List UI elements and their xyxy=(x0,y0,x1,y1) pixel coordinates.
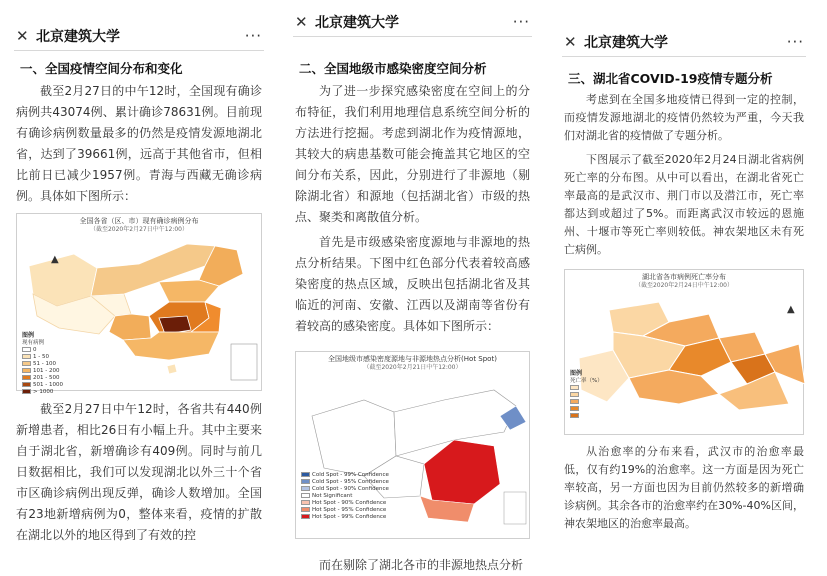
hubei-mortality-map-figure xyxy=(564,269,804,435)
legend-item: Cold Spot - 90% Confidence xyxy=(301,486,389,493)
hubei-map xyxy=(569,292,809,432)
section-heading: 二、全国地级市感染密度空间分析 xyxy=(299,61,487,76)
article-panel-1 xyxy=(8,22,270,542)
article-body xyxy=(287,59,538,576)
title-bar xyxy=(556,28,812,56)
china-case-map-figure xyxy=(16,213,262,395)
paragraph: 截至2月27日的中午12时，全国现有确诊病例共43074例、累计确诊78631例。目前现有确诊病例数量最多的仍然是疫情发源地湖北省，达到了39661例，远高于其他省市，但相比前日已减少1957例。青海与西藏无确诊病例。具体如下图所示： xyxy=(16,84,262,203)
figure-subtitle: （截至2020年2月24日中午12:00） xyxy=(634,282,733,289)
legend-item: 51 - 100 xyxy=(22,361,63,368)
south-sea-inset xyxy=(504,492,526,524)
legend-title: 图例 xyxy=(22,332,35,339)
account-title: 北京建筑大学 xyxy=(36,29,120,45)
more-icon[interactable]: ··· xyxy=(244,27,262,45)
hotspot-99-region xyxy=(424,440,500,504)
figure-title: 全国各省（区、市）现有确诊病例分布 xyxy=(79,217,199,225)
hotspot-map-figure xyxy=(295,351,530,539)
legend-item: 501 - 1000 xyxy=(22,382,63,389)
divider xyxy=(14,50,264,51)
legend-item: Cold Spot - 95% Confidence xyxy=(301,479,389,486)
paragraph: 截至2月27日中午12时，各省共有440例新增患者，相比26日有小幅上升。其中主要来自于湖北省，新增确诊有409例。同时与前几日数据相比，我们可以发现湖北以外三十个省市区确诊病例出现反弹，确诊人数增加。全国有23地新增病例为0，整体来看，疫情的扩散在湖北以外的地区得到了有效的控 xyxy=(16,402,262,542)
map-region-hainan xyxy=(167,364,177,374)
figure-title: 湖北省各市病例死亡率分布 xyxy=(642,273,726,281)
title-bar xyxy=(8,22,270,50)
paragraph: 首先是市级感染密度源地与非源地的热点分析结果。下图中红色部分代表着较高感染密度的热点区域，反映出包括湖北省及其临近的河南、安徽、江西以及湖南等省份有着较高的感染密度。具体如下图所示： xyxy=(295,235,530,333)
legend-item: 201 - 500 xyxy=(22,375,63,382)
legend-item: Hot Spot - 90% Confidence xyxy=(301,500,389,507)
figure-subtitle: （截至2020年2月21日中午12:00） xyxy=(363,364,462,371)
more-icon[interactable]: ··· xyxy=(786,33,804,51)
legend-subtitle: 现有病例 xyxy=(22,340,45,346)
divider xyxy=(293,36,532,37)
map-region-jingzhou xyxy=(629,370,719,404)
article-body xyxy=(556,69,812,533)
legend-item: > 1000 xyxy=(22,389,63,396)
close-icon[interactable]: ✕ xyxy=(564,33,577,51)
legend-title: 图例 xyxy=(570,370,583,377)
legend-item: Cold Spot - 99% Confidence xyxy=(301,472,389,479)
map-region-north xyxy=(159,280,219,302)
section-heading: 三、湖北省COVID-19疫情专题分析 xyxy=(568,71,773,86)
article-panel-2 xyxy=(287,8,538,572)
north-arrow-icon: ▲ xyxy=(787,304,795,315)
south-sea-inset xyxy=(231,344,257,380)
account-title: 北京建筑大学 xyxy=(584,35,668,51)
legend-item: Hot Spot - 95% Confidence xyxy=(301,507,389,514)
figure-title: 全国地级市感染密度源地与非源地热点分析(Hot Spot) xyxy=(328,355,497,363)
more-icon[interactable]: ··· xyxy=(512,13,530,31)
divider xyxy=(562,56,806,57)
title-bar xyxy=(287,8,538,36)
paragraph: 考虑到在全国多地疫情已得到一定的控制，而疫情发源地湖北的疫情仍然较为严重，今天我们对湖北省的疫情做了专题分析。 xyxy=(564,93,804,142)
legend-item: 1 - 50 xyxy=(22,354,63,361)
paragraph: 下图展示了截至2020年2月24日湖北省病例死亡率的分布图。从中可以看出，在湖北省死亡率最高的是武汉市、荆门市以及潜江市，死亡率都达到或超过了5%。而距离武汉市较远的恩施州、十堰市等死亡率则较低。神农架地区未有死亡病例。 xyxy=(564,153,804,256)
paragraph: 为了进一步探究感染密度在空间上的分布特征，我们利用地理信息系统空间分析的方法进行挖掘。考虑到湖北作为疫情源地，其较大的病患基数可能会掩盖其它地区的空间分布关系，因此，分别进行了非源地（剔除湖北省）和源地（包括湖北省）市级的热点、聚类和离散值分析。 xyxy=(295,84,530,224)
map-legend xyxy=(22,332,63,396)
map-region-sichuan xyxy=(109,314,151,340)
figure-subtitle: （截至2020年2月27日中午12:00） xyxy=(89,226,188,233)
legend-item: Hot Spot - 99% Confidence xyxy=(301,514,389,521)
map-legend xyxy=(570,370,603,420)
hotspot-legend xyxy=(301,472,389,521)
paragraph: 而在剔除了湖北各市的非源地热点分析 xyxy=(319,558,524,572)
legend-item: 101 - 200 xyxy=(22,368,63,375)
account-title: 北京建筑大学 xyxy=(315,15,399,31)
legend-item: 0 xyxy=(22,347,63,354)
legend-subtitle: 死亡率（%） xyxy=(570,378,603,384)
close-icon[interactable]: ✕ xyxy=(295,13,308,31)
paragraph: 从治愈率的分布来看，武汉市的治愈率最低，仅有约19%的治愈率。这一方面是因为死亡率较高，另一方面也因为目前仍然较多的新增确诊病例。其余各市的治愈率约在30%-40%区间，神农架地区的治愈率最高。 xyxy=(564,445,804,530)
article-body xyxy=(8,59,270,546)
close-icon[interactable]: ✕ xyxy=(16,27,29,45)
section-heading: 一、全国疫情空间分布和变化 xyxy=(20,61,183,76)
article-panel-3 xyxy=(556,28,812,538)
legend-item: Not Significant xyxy=(301,493,389,500)
north-arrow-icon: ▲ xyxy=(51,254,59,265)
